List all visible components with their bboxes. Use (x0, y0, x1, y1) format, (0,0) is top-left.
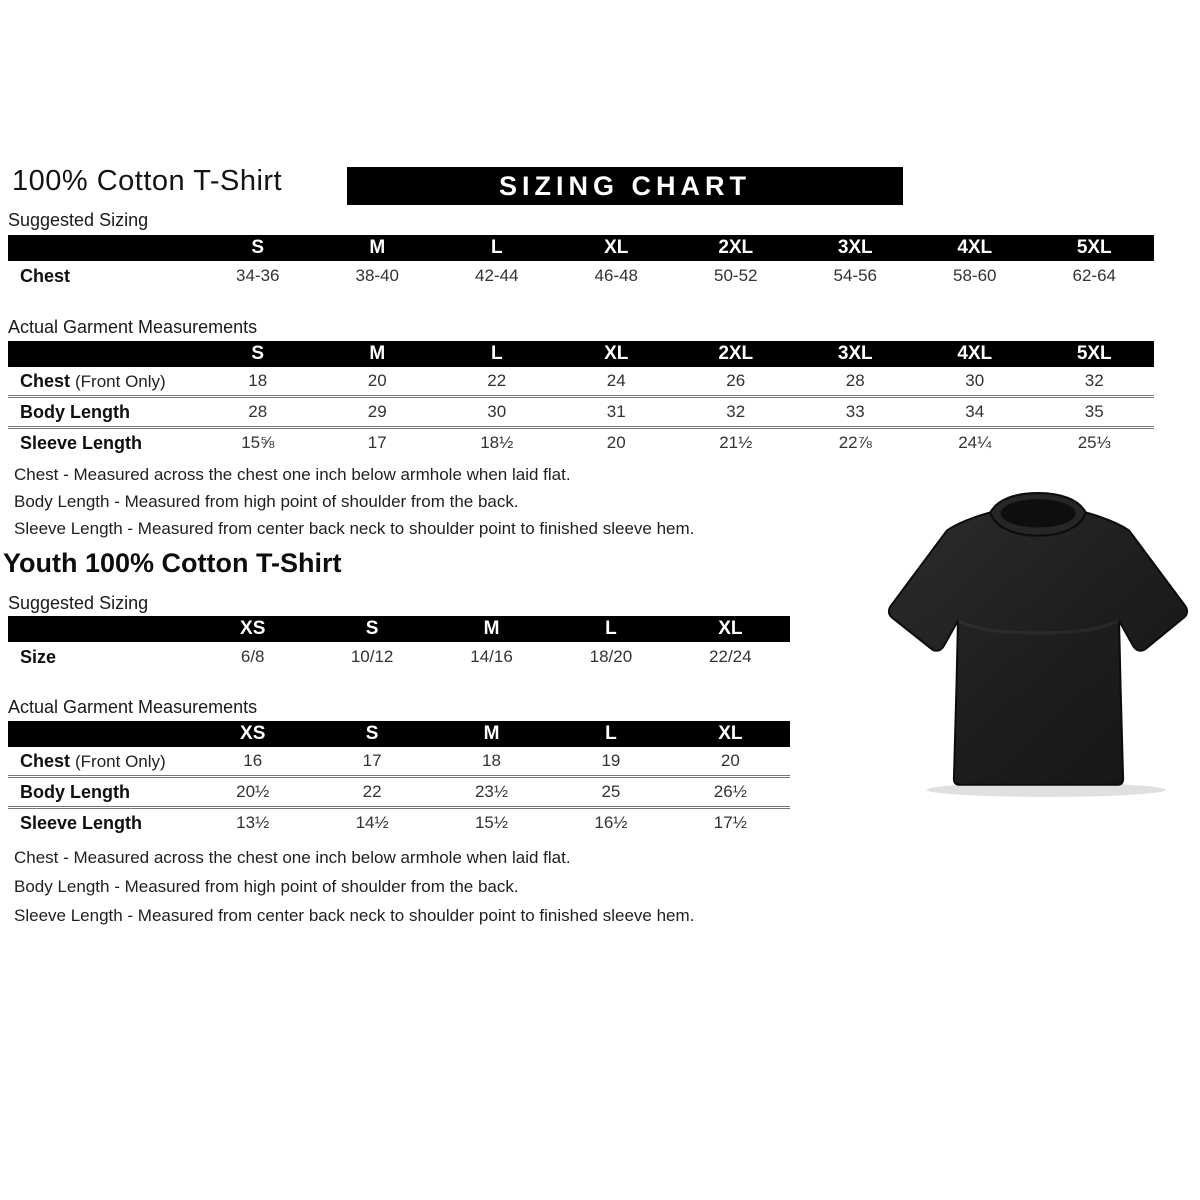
note-line: Sleeve Length - Measured from center back neck to shoulder point to finished sleeve hem. (14, 906, 695, 925)
sizing-chart-banner (347, 167, 903, 205)
cell-value: 18 (482, 751, 501, 770)
row-label: Size (20, 646, 57, 667)
youth-suggested-sizing-table (8, 616, 790, 672)
cell-value: 46-48 (594, 266, 638, 285)
youth-actual-measurements-label: Actual Garment Measurements (8, 697, 258, 717)
adult-measurement-notes (14, 461, 694, 542)
cell-value: 30 (965, 371, 985, 390)
row-label: Body Length (20, 401, 130, 422)
table-header-row (8, 235, 1154, 261)
note-line: Chest - Measured across the chest one inch below armhole when laid flat. (14, 848, 571, 867)
cell-value: 22/24 (709, 647, 752, 666)
cell-value: 28 (845, 371, 865, 390)
cell-value: 35 (1084, 402, 1104, 421)
cell-value: 20 (720, 751, 740, 770)
cell-value: 21½ (719, 433, 753, 452)
cell-value: 29 (367, 402, 387, 421)
cell-value: 20 (367, 371, 387, 390)
note-line: Sleeve Length - Measured from center back neck to shoulder point to finished sleeve hem. (14, 519, 695, 538)
black-tshirt-image (886, 488, 1190, 802)
col-header: 2XL (718, 237, 754, 258)
cell-value: 13½ (236, 813, 270, 832)
tshirt-graphic (886, 488, 1190, 802)
cell-value: 25⅓ (1077, 433, 1111, 452)
table-row (8, 775, 790, 806)
cell-value: 30 (487, 402, 507, 421)
row-label: Chest (20, 265, 71, 286)
col-header: 3XL (837, 343, 873, 364)
table-row (8, 426, 1154, 457)
col-header: 4XL (957, 237, 993, 258)
note-line: Body Length - Measured from high point of shoulder from the back. (14, 492, 519, 511)
page-title: 100% Cotton T-Shirt (12, 165, 283, 197)
cell-value: 26½ (713, 782, 747, 801)
col-header: 5XL (1076, 237, 1112, 258)
row-label-suffix: (Front Only) (75, 371, 166, 391)
col-header: L (490, 237, 503, 258)
cell-value: 16 (243, 751, 263, 770)
cell-value: 18½ (480, 433, 514, 452)
col-header: 4XL (957, 343, 993, 364)
col-header: 5XL (1076, 343, 1112, 364)
table-row (8, 642, 790, 672)
col-header: XL (604, 343, 629, 364)
col-header: S (365, 723, 379, 744)
table-row (8, 806, 790, 837)
col-header: XS (240, 618, 266, 639)
adult-suggested-sizing-table (8, 235, 1154, 291)
cell-value: 16½ (594, 813, 628, 832)
cell-value: 34-36 (236, 266, 280, 285)
cell-value: 20 (606, 433, 626, 452)
note-line: Chest - Measured across the chest one inch below armhole when laid flat. (14, 465, 571, 484)
cell-value: 24¼ (958, 433, 992, 452)
col-header: XL (718, 618, 743, 639)
youth-section-title: Youth 100% Cotton T-Shirt (3, 548, 342, 578)
cell-value: 34 (965, 402, 985, 421)
cell-value: 22 (487, 371, 507, 390)
col-header: M (369, 237, 386, 258)
table-header-row (8, 616, 790, 642)
row-label: Sleeve Length (20, 432, 143, 453)
cell-value: 50-52 (714, 266, 758, 285)
col-header: 2XL (718, 343, 754, 364)
cell-value: 62-64 (1072, 266, 1116, 285)
cell-value: 15½ (474, 813, 509, 832)
col-header: S (251, 237, 265, 258)
col-header: XS (240, 723, 266, 744)
youth-measurement-notes (14, 843, 694, 930)
adult-suggested-sizing-label: Suggested Sizing (8, 210, 149, 230)
cell-value: 15⅝ (241, 433, 275, 452)
row-label: Chest (20, 750, 71, 771)
cell-value: 31 (606, 402, 626, 421)
cell-value: 58-60 (953, 266, 997, 285)
table-row (8, 261, 1154, 291)
cell-value: 17 (367, 433, 387, 452)
row-label: Chest (20, 370, 71, 391)
col-header: M (483, 723, 500, 744)
col-header: S (251, 343, 265, 364)
row-label: Body Length (20, 781, 130, 802)
table-header-row (8, 721, 790, 747)
banner-label: SIZING CHART (499, 170, 751, 201)
cell-value: 14½ (355, 813, 389, 832)
table-row (8, 747, 790, 775)
col-header: S (365, 618, 379, 639)
table-row (8, 395, 1154, 426)
cell-value: 26 (726, 371, 746, 390)
note-line: Body Length - Measured from high point of shoulder from the back. (14, 877, 519, 896)
cell-value: 19 (601, 751, 621, 770)
cell-value: 22 (362, 782, 382, 801)
cell-value: 38-40 (355, 266, 399, 285)
table-row (8, 367, 1154, 395)
col-header: L (605, 723, 617, 744)
cell-value: 22⅞ (838, 433, 872, 452)
cell-value: 23½ (474, 782, 509, 801)
youth-suggested-sizing-label: Suggested Sizing (8, 593, 149, 613)
cell-value: 33 (845, 402, 865, 421)
cell-value: 28 (248, 402, 268, 421)
cell-value: 25 (601, 782, 621, 801)
row-label-suffix: (Front Only) (75, 751, 166, 771)
table-header-row (8, 341, 1154, 367)
adult-actual-measurements-label: Actual Garment Measurements (8, 317, 258, 337)
col-header: XL (718, 723, 743, 744)
row-label: Sleeve Length (20, 812, 143, 833)
col-header: L (605, 618, 617, 639)
cell-value: 18 (248, 371, 268, 390)
cell-value: 20½ (236, 782, 270, 801)
cell-value: 17 (362, 751, 382, 770)
youth-actual-measurements-table (8, 721, 790, 837)
col-header: M (483, 618, 500, 639)
adult-actual-measurements-table (8, 341, 1154, 457)
cell-value: 42-44 (475, 266, 519, 285)
cell-value: 10/12 (350, 647, 394, 666)
cell-value: 6/8 (240, 647, 265, 666)
col-header: 3XL (837, 237, 873, 258)
col-header: M (369, 343, 386, 364)
cell-value: 32 (1084, 371, 1104, 390)
cell-value: 14/16 (470, 647, 513, 666)
cell-value: 17½ (713, 813, 747, 832)
cell-value: 18/20 (589, 647, 633, 666)
cell-value: 32 (726, 402, 746, 421)
col-header: L (490, 343, 503, 364)
cell-value: 24 (606, 371, 626, 390)
col-header: XL (604, 237, 629, 258)
cell-value: 54-56 (833, 266, 877, 285)
